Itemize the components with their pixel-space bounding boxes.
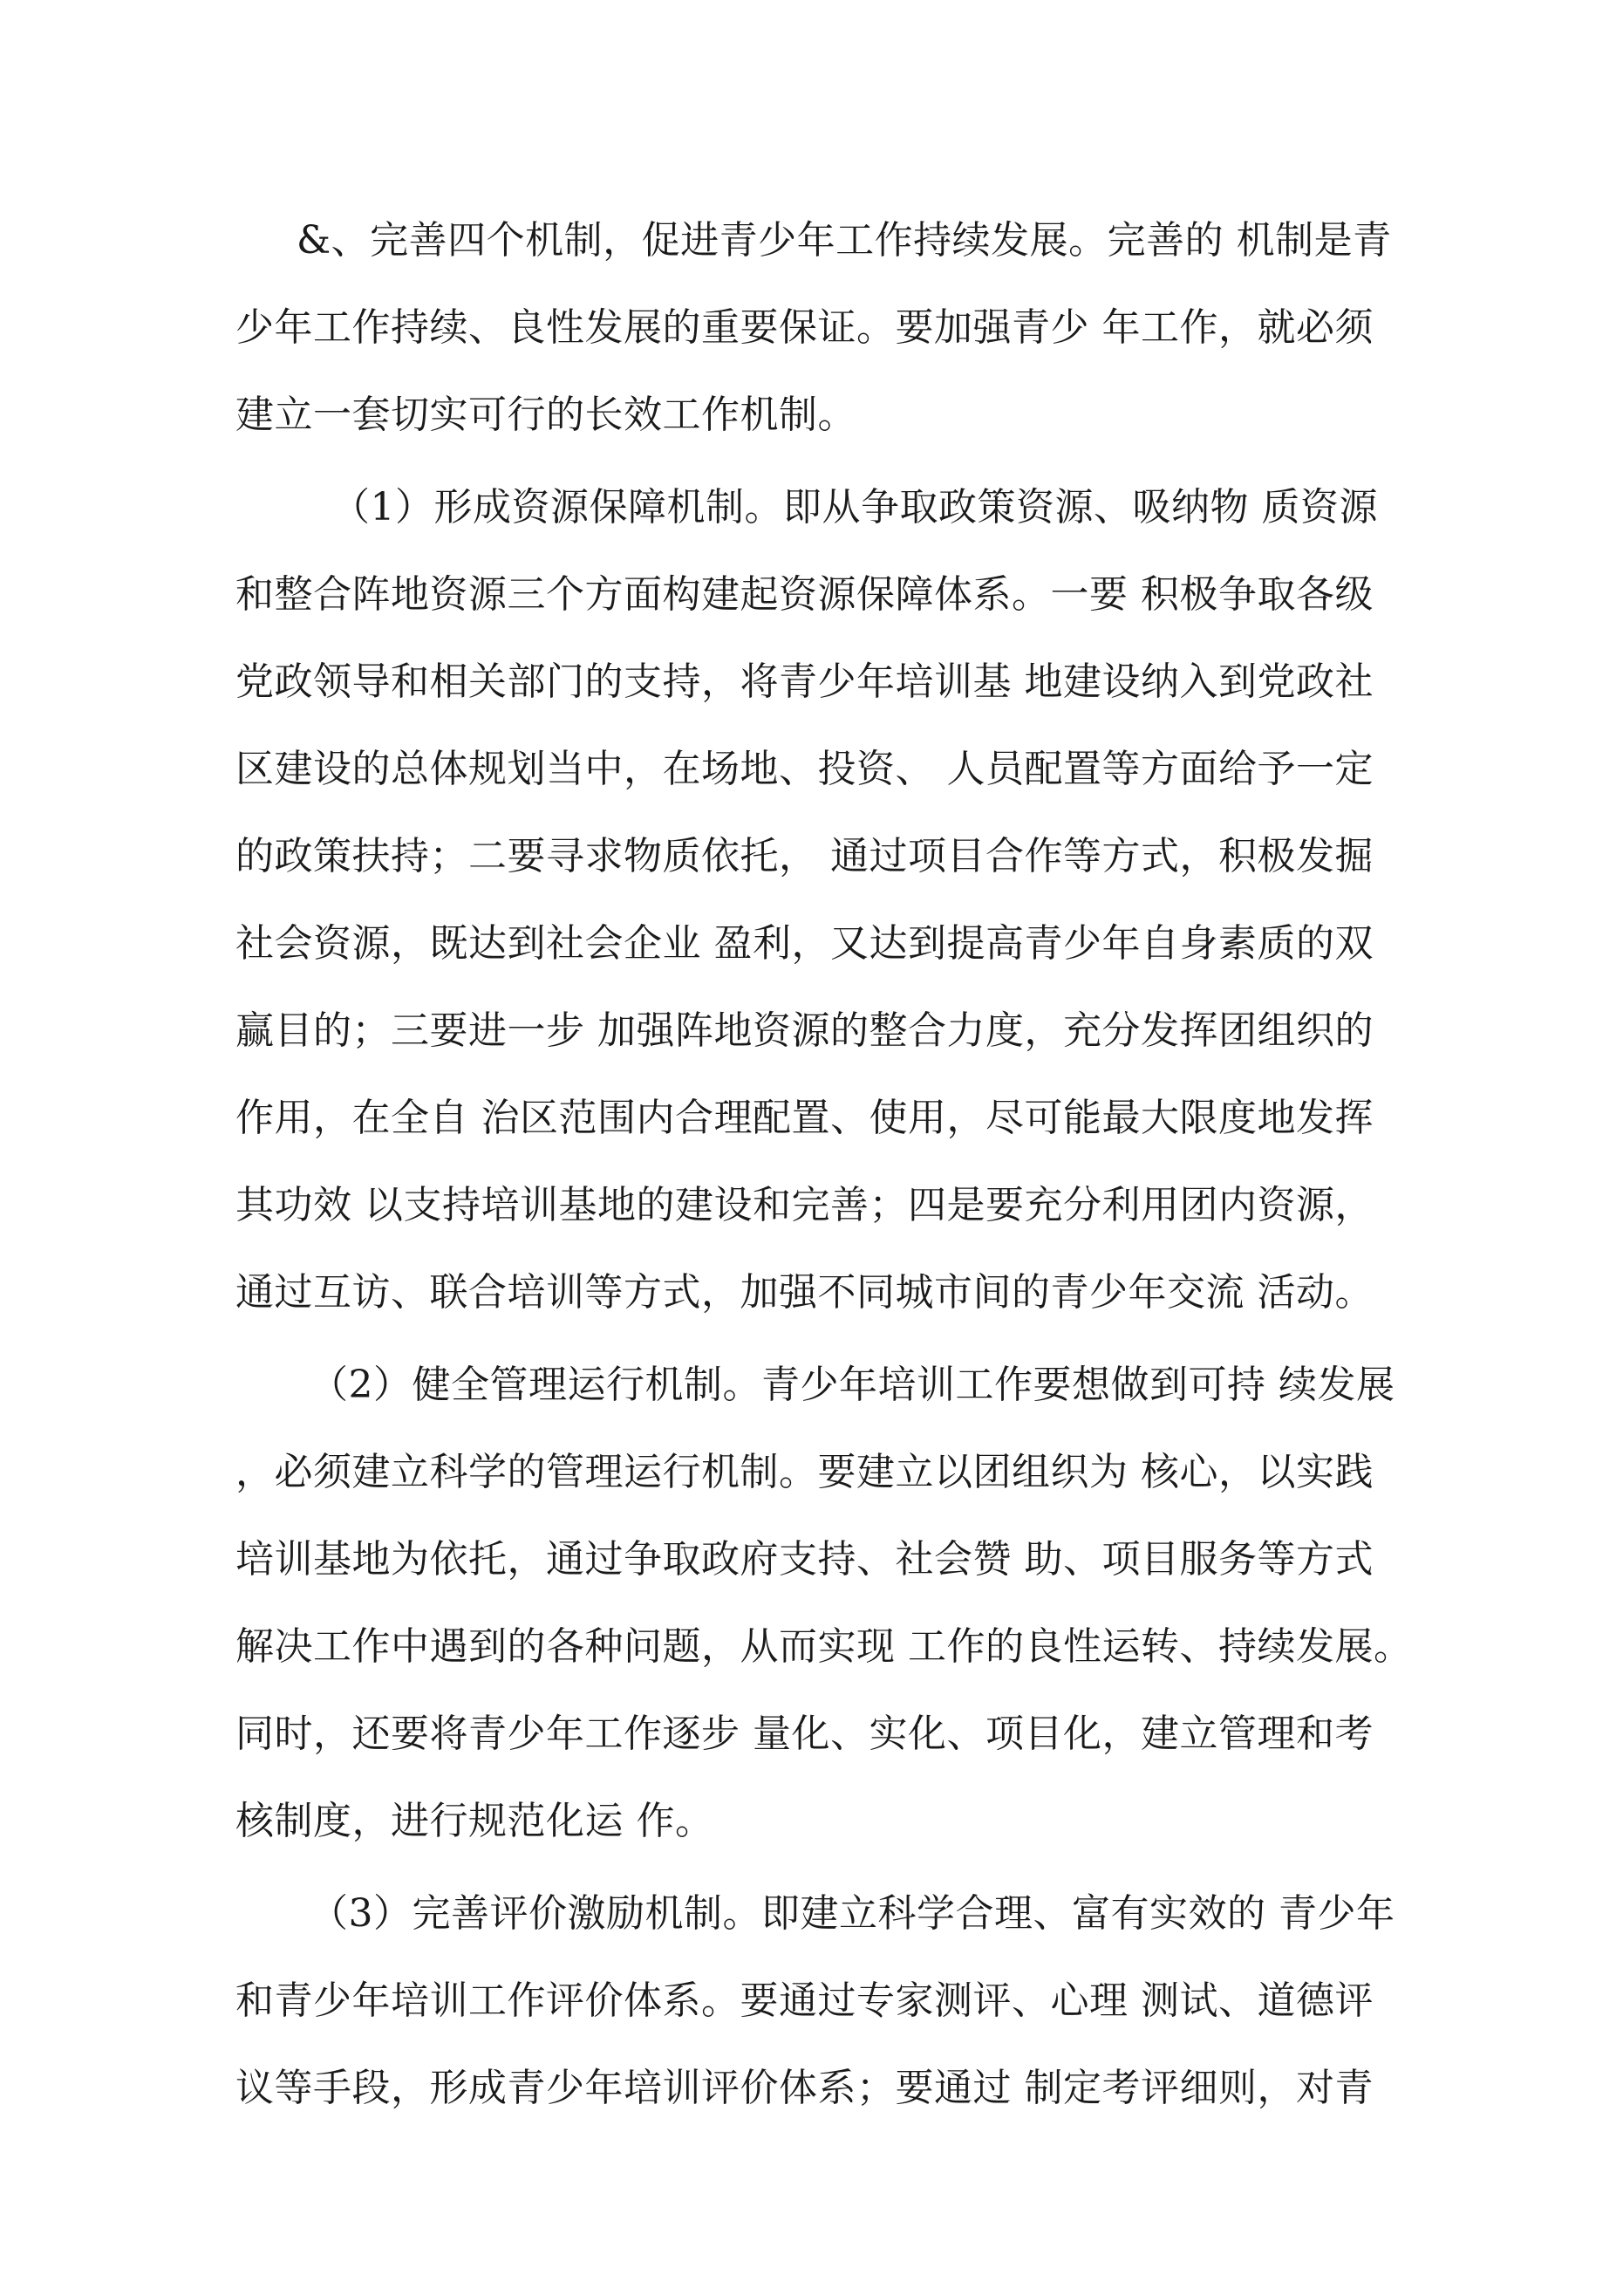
- text-line: 少年工作持续、良性发展的重要保证。要加强青少 年工作，就必须: [235, 305, 1374, 350]
- text-line: 的政策扶持；二要寻求物质依托， 通过项目合作等方式，积极发掘: [235, 834, 1374, 878]
- text-line: （2）健全管理运行机制。青少年培训工作要想做到可持 续发展: [310, 1363, 1395, 1407]
- text-line: 同时，还要将青少年工作逐步 量化、实化、项目化，建立管理和考: [235, 1712, 1374, 1756]
- text-line: 和青少年培训工作评价体系。要通过专家测评、心理 测试、道德评: [235, 1978, 1374, 2023]
- text-line: 作用，在全自 治区范围内合理配置、使用，尽可能最大限度地发挥: [235, 1096, 1374, 1140]
- document-body: [235, 197, 1413, 2137]
- text-line: 议等手段，形成青少年培训评价体系；要通过 制定考评细则，对青: [235, 2066, 1374, 2110]
- text-line: &、完善四个机制，促进青少年工作持续发展。完善的 机制是青: [297, 218, 1392, 263]
- paragraph-management-mechanism: [235, 1342, 1413, 1865]
- paragraph-resource-mechanism: [235, 464, 1413, 1336]
- text-line: 通过互访、联合培训等方式，加强不同城市间的青少年交流 活动。: [235, 1270, 1374, 1315]
- text-line: 建立一套切实可行的长效工作机制。: [235, 393, 856, 437]
- text-line: 社会资源，既达到社会企业 盈利，又达到提高青少年自身素质的双: [235, 921, 1374, 966]
- text-line: （3）完善评价激励机制。即建立科学合理、富有实效的 青少年: [310, 1891, 1395, 1936]
- text-line: 区建设的总体规划当中，在场地、投资、 人员配置等方面给予一定: [235, 747, 1374, 791]
- text-line: 其功效 以支持培训基地的建设和完善；四是要充分利用团内资源，: [235, 1183, 1374, 1227]
- text-line: （1）形成资源保障机制。即从争取政策资源、吸纳物 质资源: [331, 485, 1378, 530]
- text-line: 赢目的；三要进一步 加强阵地资源的整合力度，充分发挥团组织的: [235, 1008, 1374, 1053]
- text-line: 党政领导和相关部门的支持，将青少年培训基 地建设纳入到党政社: [235, 659, 1374, 704]
- text-line: 解决工作中遇到的各种问题，从而实现 工作的良性运转、持续发展。: [235, 1624, 1413, 1669]
- paragraph-mechanisms-intro: [235, 197, 1413, 459]
- text-line: 核制度，进行规范化运 作。: [235, 1799, 714, 1843]
- paragraph-evaluation-mechanism: [235, 1870, 1413, 2132]
- text-line: 和整合阵地资源三个方面构建起资源保障体系。一要 积极争取各级: [235, 572, 1374, 617]
- text-line: 培训基地为依托，通过争取政府支持、社会赞 助、项目服务等方式: [235, 1537, 1374, 1582]
- text-line: ，必须建立科学的管理运行机制。要建立以团组织为 核心，以实践: [235, 1450, 1374, 1494]
